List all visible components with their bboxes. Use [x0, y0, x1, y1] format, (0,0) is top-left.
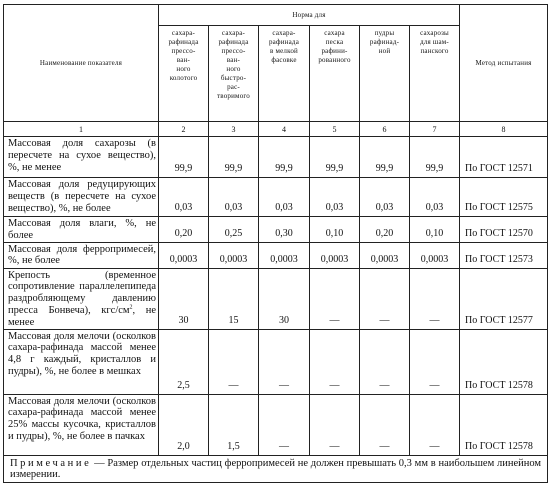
indicator-name: Массовая доля ферропримесей, %, не более [4, 242, 159, 268]
norm-column-header: сахара песка рафини- рованного [310, 26, 360, 122]
norm-column-header: сахара- рафинада прессо- ван- ного быстро- рас- творимого [209, 26, 259, 122]
norm-value: — [360, 329, 410, 394]
norm-value: 0,0003 [310, 242, 360, 268]
norm-value: — [410, 394, 460, 455]
note-text: Размер отдельных частиц ферропримесей не должен превышать 0,3 мм в наибольшем линейном измерении. [10, 457, 542, 481]
norm-value: 30 [259, 268, 310, 329]
norm-value: 0,0003 [259, 242, 310, 268]
column-number: 3 [209, 122, 259, 137]
norm-value: 99,9 [209, 137, 259, 178]
norm-value: 0,03 [410, 178, 460, 217]
column-number: 7 [410, 122, 460, 137]
norm-value: — [360, 394, 410, 455]
table-row [4, 137, 548, 178]
test-method: По ГОСТ 12575 [460, 178, 548, 217]
test-method: По ГОСТ 12578 [460, 329, 548, 394]
column-number: 8 [460, 122, 548, 137]
norm-value: 0,30 [259, 217, 310, 243]
indicator-header: Наименование показателя [4, 5, 159, 122]
test-method: По ГОСТ 12573 [460, 242, 548, 268]
indicator-name: Массовая доля сахарозы (в пересчете на сухое вещество), %, не менее [4, 137, 159, 178]
norm-value: 1,5 [209, 394, 259, 455]
norm-value: 99,9 [159, 137, 209, 178]
table-row [4, 217, 548, 243]
norm-value: 2,0 [159, 394, 209, 455]
norm-value: 0,0003 [410, 242, 460, 268]
indicator-name: Массовая доля редуцирующих веществ (в пересчете на сухое вещество), %, не более [4, 178, 159, 217]
table-row [4, 329, 548, 394]
norm-value: 0,25 [209, 217, 259, 243]
norm-value: 99,9 [310, 137, 360, 178]
norm-value: 0,20 [360, 217, 410, 243]
norm-value: — [310, 268, 360, 329]
test-method: По ГОСТ 12570 [460, 217, 548, 243]
norm-column-header: сахара- рафинада в мелкой фасовке [259, 26, 310, 122]
norm-value: 2,5 [159, 329, 209, 394]
norm-value: 0,20 [159, 217, 209, 243]
norm-value: 0,10 [310, 217, 360, 243]
norm-value: 0,03 [159, 178, 209, 217]
table-row [4, 268, 548, 329]
norm-value: — [360, 268, 410, 329]
norm-column-header: сахарозы для шам- панского [410, 26, 460, 122]
indicator-name: Массовая доля мелочи (осколков сахара-рафинада массой менее 4,8 г каждый, кристаллов и пудры), %, не более в мешках [4, 329, 159, 394]
norm-value: 0,03 [310, 178, 360, 217]
norm-value: 99,9 [410, 137, 460, 178]
column-number: 1 [4, 122, 159, 137]
specification-table [3, 4, 548, 483]
norm-column-header: пудры рафинад- ной [360, 26, 410, 122]
column-number: 5 [310, 122, 360, 137]
norm-value: 0,10 [410, 217, 460, 243]
norm-value: — [410, 329, 460, 394]
indicator-name: Массовая доля влаги, %, не более [4, 217, 159, 243]
norm-value: — [310, 394, 360, 455]
test-method: По ГОСТ 12577 [460, 268, 548, 329]
norm-value: 0,0003 [159, 242, 209, 268]
column-number: 6 [360, 122, 410, 137]
norm-value: — [209, 329, 259, 394]
column-number: 2 [159, 122, 209, 137]
norm-value: 99,9 [259, 137, 310, 178]
column-number: 4 [259, 122, 310, 137]
norm-group-header: Норма для [159, 5, 460, 26]
indicator-name: Крепость (временное сопротивление параллелепипеда раздробляющему давлению пресса Бонвеча), кгс/$см^2$, не менее [4, 268, 159, 329]
test-method: По ГОСТ 12571 [460, 137, 548, 178]
norm-column-header: сахара- рафинада прессо- ван- ного колотого [159, 26, 209, 122]
table-body [4, 137, 548, 456]
norm-value: — [310, 329, 360, 394]
norm-value: 0,0003 [360, 242, 410, 268]
norm-value: 0,03 [360, 178, 410, 217]
table-row [4, 178, 548, 217]
norm-value: 0,0003 [209, 242, 259, 268]
norm-value: 99,9 [360, 137, 410, 178]
norm-value: 0,03 [259, 178, 310, 217]
norm-value: 0,03 [209, 178, 259, 217]
note-label: Примечание [10, 457, 92, 469]
norm-value: — [259, 394, 310, 455]
method-header: Метод испытания [460, 5, 548, 122]
norm-value: — [259, 329, 310, 394]
test-method: По ГОСТ 12578 [460, 394, 548, 455]
table-note [4, 455, 548, 482]
norm-value: — [410, 268, 460, 329]
table-row [4, 394, 548, 455]
column-number-row [4, 122, 548, 137]
norm-value: 15 [209, 268, 259, 329]
norm-value: 30 [159, 268, 209, 329]
indicator-name: Массовая доля мелочи (осколков сахара-рафинада массой менее 25% массы кусочка, кристаллов и пудры), %, не более в пачках [4, 394, 159, 455]
table-row [4, 242, 548, 268]
note-dash: — [91, 457, 108, 469]
